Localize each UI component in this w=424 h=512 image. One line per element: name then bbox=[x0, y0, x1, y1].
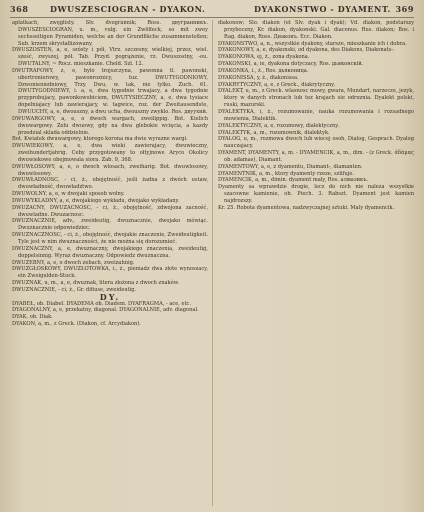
dictionary-entry: DWUWOLNY, a, e, w dwojaki sposob wolny. bbox=[12, 191, 125, 198]
dictionary-entry: DYABEŁ, ob. Diabeł. DYADEMA ob. Diadem. DYAFRAGMA, - ace, etc. bbox=[12, 300, 192, 307]
running-header bbox=[10, 4, 414, 18]
dictionary-entry: DYAKONISSA, y, ż., diakonissa. bbox=[218, 74, 299, 81]
dictionary-entry: DWUZNACZNOSC, - ci, ż., obojętność, dwojakie znaczenie, Zweideutigkeit. Tyle jest w nim dwuznaczności, że nie można się dorozumieć. bbox=[12, 232, 208, 245]
dictionary-entry: DYAMENCIK, a, m., dimin. dyament maly, Ros. алмазикъ. bbox=[218, 177, 369, 184]
dictionary-entry: DYAKONKA, i., ż., Ros. дьяконица. bbox=[218, 67, 309, 74]
header-rule bbox=[10, 17, 414, 18]
left-column bbox=[12, 20, 208, 508]
dictionary-entry: DWUZEBNY, a, e, o dwoch zebach, zweizahnig. bbox=[12, 259, 135, 266]
dictionary-entry: DWUWŁADNOSC, - ci, ż., obojętność, jeśli żadna z dwóch ustaw, dwuwładność, dwuwładztwo. bbox=[12, 177, 208, 191]
right-column bbox=[218, 20, 414, 508]
column-divider bbox=[212, 20, 213, 506]
running-title-right: DYAKONSTWO - DYAMENT. bbox=[254, 4, 391, 14]
dictionary-entry: DWUWYKLADNY, a, e, dwojakiego wykładu, dwojako wykładany. bbox=[12, 197, 180, 204]
dictionary-entry: DYALEKTYKA, i, ż., rozumowanie, nauka rozumowania i rozsadnego mowienia, Dialektik. bbox=[218, 108, 414, 122]
dictionary-entry: DYALOG, u, m., rozmowa dwoch lub wiecej osob, Dialog, Gesprach. Dyalog nauczajacy. bbox=[218, 136, 414, 150]
dictionary-entry: DWUZGŁOSKOWY, DWUZŁOTOWKA, i., ż., pieniadz dwa złote wynoszacy, ein Zweigulden-Stuck. bbox=[12, 266, 208, 280]
dictionary-entry: Dyamenty sa wprawdzie drogie, lecz do nich nie naleza wszystkie szacowne kamienie, ob. Piech. 3. Rabszt. Dyament jest kamien najdrozszy. bbox=[218, 184, 414, 204]
dictionary-entry: DWUSZOSTEN, a, e, szósty i pół, Vtrz. szczesny, wielkiej, przez, wiel. sześć, zwyszej, pół. Tab. Przyd. pogrążenie, rz. Dwuszostny, -ou. DWUTALNY, ~ Rocz. mieszkanie. Cheld. Szl. 12. bbox=[12, 47, 208, 68]
dictionary-entry: DWUWIEKOWY, a, e, dwa wieki zawierajacy, dwuwieczny, zweihundertjahrig. Ceby przygotowany to ołtyjnowe Aryco Okolicy dwuwiekowe obejmowala siora. Zab. 9, 368. bbox=[12, 143, 208, 163]
dictionary-entry: aplatkach, zwęglistý. Slv. dvogránnik; Ross. двугранникъ. DWUSZESCIOGRAN, u. m., vulg. ein Zwölfeck, so mit zwey sechsseitigen Pyramiden, welche an der Grundfläche zusammenstoßen; Sub. krzem skrystallizowany. bbox=[12, 20, 208, 47]
left-lower-entries bbox=[12, 301, 208, 328]
dictionary-entry: DWUWŁOSOWY, a, e, o dwoch wlosach, zweiharig. Bot. dwuwlosowy, dwuwlosowy. bbox=[12, 163, 208, 177]
dictionary-entry: DWUZACNY, DWUZACNOSC, - ci, ż., obojętność, zdwojona zacność, dwuwladne. Dwuzacnosc. bbox=[12, 204, 208, 218]
dictionary-entry: DWUZNACZNIE, adv., zweideutig, dwuznacznie, dwojako mówiąc. Dwuznacznie odpowiedziec. bbox=[12, 218, 208, 232]
dictionary-entry: Bot. Kwiatek dwuwargowy, ktorego korona ma dwie wyrazne wargi. bbox=[12, 136, 188, 143]
page-number-left: 368 bbox=[10, 4, 29, 14]
dictionary-entry: DWUWARGOWY, a, e, o dwoch wargach, zweilippig. Bot. Kielich dwuwargowy. Zelu dwuowy, gdy na dwa glebokie wcięcia, a kazdy przedzial sklada oddzielnie. bbox=[12, 115, 208, 136]
dictionary-entry: DYAKONOWA, ej, ż., zona dyakona. bbox=[218, 54, 310, 61]
dictionary-entry: DYAGONALNY, a, e, przekatny, diagonal. DYAGONALNIE, adv. diagonal. bbox=[12, 307, 199, 314]
dictionary-entry: diakonow; Slo. diakon (et Slv. dyak i dyak); Vd. diakon, podstarszy przyboczny, Kr. diakon, dyakonski. Gal. diaconus. Rus. diakon; Bos. i Rag. diakon, Ross. Диаконъ. Ecc. Diakon. bbox=[218, 20, 414, 40]
dictionary-entry: DYALEKTYK, a, m., rozumownik, dialektyk. bbox=[218, 129, 330, 136]
dictionary-entry: DYAMENTOWY, a, e, z dyamentu, Diamant-, diamanten. bbox=[218, 163, 363, 170]
dictionary-entry: DYAKRYTYCZNY, a, e, z Greck., diakrytyczny. bbox=[218, 81, 336, 88]
dictionary-entry: DWUTRAFOWY, z, e, bylo trojszczyna, pawonna tl. pawonski, ubertronierowy, pawonroznicy, tuz. DWUTYGODNIOWY, Dzwonieniedniowy, Trzy. Dwu, w. tak, nie tylko. Zuch. 61. DWUTYGODNIEWY, i. a, e, dwa tygodnie trwajacy, a dwa tygodnie przyprobujacy, pawonkowobiciem, DWUTYSIECZNY, a, e, dwa tysiace dopelniajacy lub zawierajacy, w. tagwice, roz. der Zweitausendste, DWUUCHY, a, e, dwouszny, a dwu ucha, dwouszny zwyklo. Ros. двуухий. bbox=[12, 67, 208, 115]
dictionary-entry: DYAKONOWY, a, e, dyakonski, od dyakona, des Diakons, Diakonats-. bbox=[218, 47, 395, 54]
dictionary-entry: Kr. 25. Robota dyamentowa, nadzwyczajnej sztuki. Maly dyamencik. bbox=[218, 204, 395, 211]
running-title-left: DWUSZESCIOGRAN - DYAKON. bbox=[50, 4, 206, 14]
dictionary-entry: DYALEKTYCZNY, a, e, rozumowy, dialektyczny. bbox=[218, 122, 340, 129]
dictionary-entry: DYAK, ob. Diak. bbox=[12, 314, 53, 321]
dictionary-entry: DYALEKT, u, m., z Greck. wlasnosc mowy, gwara, Mundart, narzecze, jezyk, ktory w danych stronach lub tez krajach sie odroznia. Dyalekt polski, ruski, mazurski. bbox=[218, 88, 414, 109]
section-heading: DY. bbox=[99, 291, 121, 302]
right-entries bbox=[218, 20, 414, 212]
dictionary-entry: DYAMENTNIK, a, m., ktory dyamenty rzeze, szlifuje. bbox=[218, 170, 354, 177]
dictionary-entry: DYAKONSKI, a, ie, dyakona dotyczacy, Ros. дьяконскій. bbox=[218, 61, 364, 68]
dictionary-entry: DYAMENT, DYAMENTY, a, m. - DYAMENCIK, a, m., dim. - (z Greck. ἀδάμας ob. adamas), Diamant. bbox=[218, 150, 414, 163]
page-number-right: 369 bbox=[395, 4, 414, 14]
dictionary-entry: DWUZNACZNIE, - ci, ż., Gr. difiuse, zweideutig. bbox=[12, 286, 137, 293]
dictionary-entry: DWUZNACZNY, a, e, dwuznaczny, dwojakiego znaczenia, zweideutig, doppelsinnig. Wyraz dwuznaczny. Odpowiedz dwuznaczna. bbox=[12, 245, 208, 259]
dictionary-entry: DYAKON, a, m., z Greck. (Diakon, cf. Arcydiakon). bbox=[12, 321, 141, 328]
dictionary-entry: DWUZNAK, u, m., a, e, dwuznak, litera złożona z dwoch znaków. bbox=[12, 280, 180, 287]
left-entries bbox=[12, 20, 208, 294]
dictionary-entry: DYAKONSTWO, a, n., wszystkie dyakony, starsze, mieszkanie ich i dobra. bbox=[218, 40, 407, 47]
